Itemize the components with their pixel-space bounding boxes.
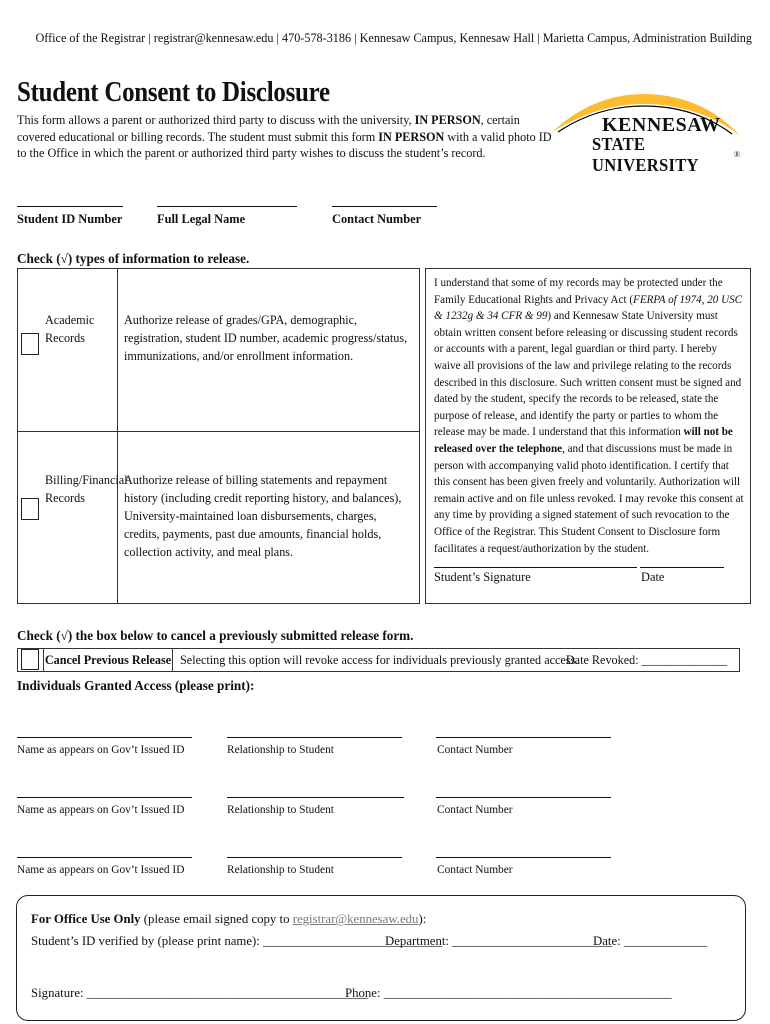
release-table	[17, 268, 420, 604]
individual-1-relationship-line[interactable]	[227, 737, 402, 738]
intro-text-3: with a valid photo ID to the Office in which the parent or authorized third party wishes to discuss the student’s record.	[17, 129, 552, 160]
logo-line-2: STATE UNIVERSITY	[592, 134, 699, 175]
individual-1-name-line[interactable]	[17, 737, 192, 738]
individual-3-name-line[interactable]	[17, 857, 192, 858]
individual-2-relationship-line[interactable]	[227, 797, 404, 798]
individual-3-contact-label: Contact Number	[437, 864, 513, 876]
billing-records-description: Authorize release of billing statements and repayment history (including credit reporting history, and balances), University-maintained loan disbursements, charges, credits, payments, past due amounts, financial holds, collection activity, and meal plans.	[124, 473, 402, 559]
full-name-line[interactable]	[157, 206, 297, 207]
individual-2-name-label: Name as appears on Gov’t Issued ID	[17, 804, 185, 816]
office-date-field[interactable]: Date: _____________	[593, 934, 708, 948]
individual-3-contact-line[interactable]	[436, 857, 611, 858]
individual-1-contact-label: Contact Number	[437, 744, 513, 756]
table-column-divider	[117, 269, 118, 603]
office-use-box	[16, 895, 746, 1021]
individual-1-relationship-label: Relationship to Student	[227, 744, 334, 756]
billing-records-checkbox[interactable]	[21, 498, 39, 520]
individual-2-contact-label: Contact Number	[437, 804, 513, 816]
full-name-label: Full Legal Name	[157, 212, 246, 226]
student-signature-label: Student’s Signature	[434, 570, 531, 584]
individual-3-relationship-line[interactable]	[227, 857, 402, 858]
intro-bold-2: IN PERSON	[378, 129, 445, 144]
date-revoked-field[interactable]: Date Revoked: ______________	[565, 653, 727, 667]
office-use-heading	[31, 912, 426, 927]
release-section-title: Check (√) types of information to release.	[17, 251, 250, 266]
consent-text-2: ) and Kennesaw State University must obtain written consent before releasing or discussing student records or accounts with a parent, legal guardian or third party. I hereby waive all provisions of the law and privilege relating to the records described in this disclosure. Such written consent must be signed and dated by the student, specify the records to be released, state the purpose of release, and identify the party or parties to whom the release may be made. I understand that this information	[434, 310, 742, 439]
cancel-release-description: Selecting this option will revoke access for individuals previously granted access.	[180, 653, 579, 667]
student-date-line[interactable]	[640, 567, 724, 568]
registered-mark: ®	[734, 150, 741, 159]
consent-statement-box	[425, 268, 751, 604]
department-field[interactable]: Department: _________________________	[385, 934, 613, 948]
individual-2-name-line[interactable]	[17, 797, 192, 798]
id-verified-field[interactable]: Student’s ID verified by (please print name): ____________________________	[31, 934, 443, 948]
consent-bold: will not be released over the telephone	[434, 426, 733, 455]
page-title: Student Consent to Disclosure	[17, 76, 330, 108]
registrar-contact-line: Office of the Registrar | registrar@kennesaw.edu | 470-578-3186 | Kennesaw Campus, Kennesaw Hall | Marietta Campus, Administration Building	[35, 31, 752, 45]
intro-paragraph	[17, 112, 557, 162]
logo-line-1: KENNESAW	[602, 114, 721, 136]
student-signature-line[interactable]	[434, 567, 637, 568]
individual-1-name-label: Name as appears on Gov’t Issued ID	[17, 744, 185, 756]
consent-text-1: I understand that some of my records may be protected under the Family Educational Rights and Privacy Act (	[434, 277, 723, 306]
cancel-section-title: Check (√) the box below to cancel a previously submitted release form.	[17, 628, 414, 643]
office-note-prefix: (please email signed copy to	[140, 912, 293, 926]
consent-citation: FERPA of 1974, 20 USC & 1232g & 34 CFR & 99	[434, 293, 743, 323]
individual-3-name-label: Name as appears on Gov’t Issued ID	[17, 864, 185, 876]
contact-number-line[interactable]	[332, 206, 437, 207]
intro-text-2: , certain covered educational or billing records. The student must submit this form	[17, 113, 520, 144]
intro-text-1: This form allows a parent or authorized third party to discuss with the university,	[17, 113, 415, 127]
academic-records-description: Authorize release of grades/GPA, demographic, registration, student ID number, academic progress/status, immunizations, and/or enrollment information.	[124, 313, 408, 363]
ksu-logo	[548, 86, 744, 175]
office-phone-field[interactable]: Phone: _____________________________________________	[345, 986, 672, 1000]
individual-3-relationship-label: Relationship to Student	[227, 864, 334, 876]
consent-statement	[434, 275, 744, 557]
office-use-title: For Office Use Only	[31, 912, 141, 926]
billing-records-label: Billing/Financial Records	[45, 473, 128, 505]
office-note-suffix: ):	[418, 912, 427, 926]
student-date-label: Date	[641, 570, 665, 584]
cancel-release-label: Cancel Previous Release	[43, 649, 173, 671]
individual-1-contact-line[interactable]	[436, 737, 611, 738]
academic-records-label: Academic Records	[45, 313, 95, 345]
cancel-release-checkbox[interactable]	[21, 649, 39, 670]
office-signature-field[interactable]: Signature: ____________________________________________	[31, 986, 369, 1000]
cancel-release-row	[17, 648, 740, 672]
academic-records-checkbox[interactable]	[21, 333, 39, 355]
intro-bold-1: IN PERSON	[414, 113, 481, 127]
individuals-section-title: Individuals Granted Access (please print):	[17, 678, 255, 693]
registrar-email-link[interactable]: registrar@kennesaw.edu	[292, 912, 419, 926]
contact-number-label: Contact Number	[332, 212, 422, 226]
table-row-divider	[18, 431, 419, 432]
consent-text-3: , and that discussions must be made in person with accompanying valid photo identification. I certify that this consent has been given freely and voluntarily. Authorization will remain active and on file unless revoked. I may revoke this consent at any time by providing a signed statement of such revocation to the Office of the Registrar. This Student Consent to Disclosure form facilitates a request/authorization by the student.	[434, 442, 744, 555]
individual-2-contact-line[interactable]	[436, 797, 611, 798]
individual-2-relationship-label: Relationship to Student	[227, 804, 334, 816]
student-id-label: Student ID Number	[17, 212, 123, 226]
student-id-line[interactable]	[17, 206, 123, 207]
